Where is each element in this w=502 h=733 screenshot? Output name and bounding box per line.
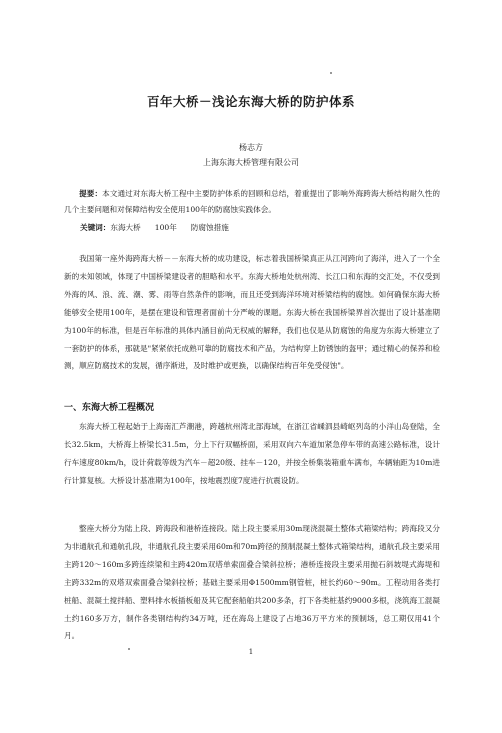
- section-paragraph: 东海大桥工程起始于上海南汇芦潮港，跨越杭州湾北部海域，在浙江省嵊泗县崎岖列岛的小洋山岛登陆，全长32.5km，大桥海上桥梁长31.5m，分上下行双幅桥面，采用双向六车道加紧急停车带的高速公路标准，设计行车速度80km/h，设计荷载等级为汽车－超20级、挂车－120，并按全桥集装箱重车满布，车辆轴距为10m进行计算复核。大桥设计基准期为100年，按地震烈度7度进行抗震设防。: [64, 422, 440, 485]
- keyword-item: 100年: [154, 223, 177, 232]
- keywords: [80, 220, 243, 236]
- author-name: 杨志方: [239, 143, 263, 152]
- abstract: [64, 186, 440, 218]
- keywords-label: 关键词：: [80, 223, 111, 232]
- page-number: 1: [248, 648, 254, 656]
- paper-title: 百年大桥－浅论东海大桥的防护体系: [146, 94, 355, 109]
- section-heading: 一、东海大桥工程概况: [64, 403, 155, 413]
- intro-paragraph: 我国第一座外海跨海大桥－－东海大桥的成功建设，标志着我国桥梁真正从江河跨向了海洋，进入了一个全新的未知领域，体现了中国桥梁建设者的胆略和水平。东海大桥地处杭州湾、长江口和东海的交汇处，不仅受到外海的风、浪、流、潮、雾、雨等自然条件的影响，而且还受到海洋环境对桥梁结构的腐蚀。如何确保东海大桥能够安全使用100年，是摆在建设和管理者面前十分严峻的课题。东海大桥在我国桥梁界首次提出了设计基准期为100年的标准，但是百年标准的具体内涵目前尚无权威的解释，我们也仅是从防腐蚀的角度为东海大桥建立了一套防护的体系，那就是"紧紧依托成熟可靠的防腐技术和产品，为结构穿上防锈蚀的盔甲；通过精心的保养和检测，顺应防腐技术的发展，循序渐进，及时维护或更换，以确保结构百年免受侵蚀"。: [64, 254, 440, 371]
- abstract-label: 提要：: [79, 189, 103, 198]
- scan-speck: [330, 72, 332, 74]
- keyword-item: 防腐蚀措施: [190, 223, 229, 232]
- section-paragraph: 整座大桥分为陆上段、跨海段和港桥连接段。陆上段主要采用30m现浇混凝土整体式箱梁结构；跨海段又分为非通航孔和通航孔段，非通航孔段主要采用60m和70m跨径的预制混凝土整体式箱梁结构，通航孔段主要采用主跨120～160m多跨连续梁和主跨420m双塔单索面叠合梁斜拉桥；港桥连接段主要采用抛石斜坡堤式海堤和主跨332m的双塔双索面叠合梁斜拉桥；基础主要采用Φ1500mm钢管桩，桩长约60～90m。工程动用各类打桩船、混凝土搅拌船、塑料排水板插板船及其它配套船舶共200多条，打下各类桩基约9000多根，浇筑海工混凝土约160多万方，制作各类钢结构约34万吨，还在海岛上建设了占地36万平方米的预制场，总工期仅用41个月。: [64, 524, 440, 641]
- keyword-item: 东海大桥: [110, 223, 141, 232]
- author-affiliation: 上海东海大桥管理有限公司: [203, 158, 299, 167]
- abstract-text: 本文通过对东海大桥工程中主要防护体系的回顾和总结，着重提出了影响外海跨海大桥结构耐久性的几个主要问题和对保障结构安全使用100年的防腐蚀实践体会。: [64, 189, 441, 214]
